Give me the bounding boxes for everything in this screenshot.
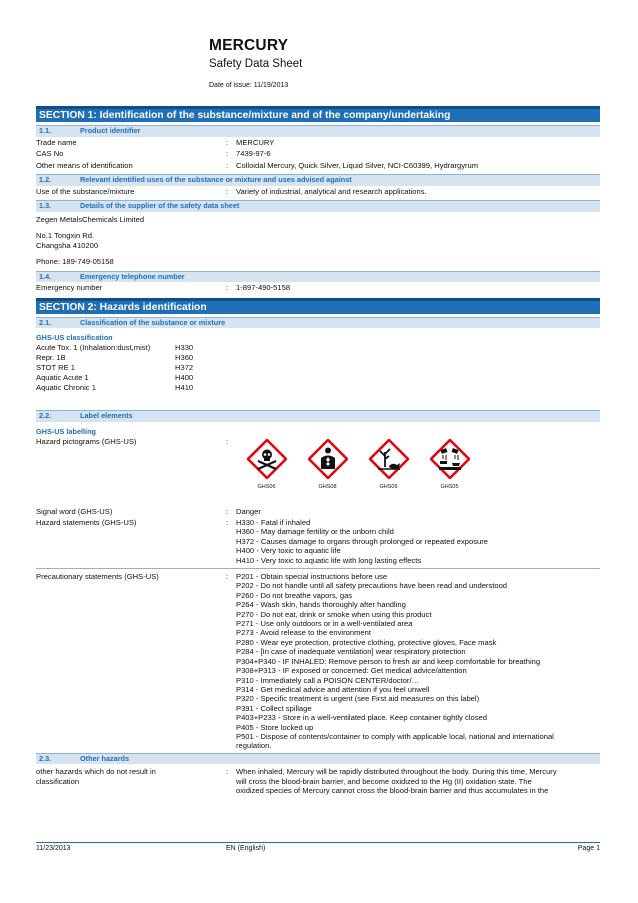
precautionary-statement: P270 - Do not eat, drink or smoke when using this product — [236, 609, 432, 619]
classification-row: STOT RE 1 H372 — [36, 363, 194, 372]
subsection-number: 1.2. — [39, 175, 52, 184]
precautionary-statement: P320 - Specific treatment is urgent (see First aid measures on this label) — [236, 694, 480, 704]
precautionary-statement: regulation. — [236, 741, 272, 751]
field-label: Hazard pictograms (GHS-US) — [36, 436, 137, 446]
field-value: MERCURY — [236, 137, 275, 147]
field-label: other hazards which do not result in classification — [36, 767, 156, 786]
classification-row: Aquatic Chronic 1 H410 — [36, 383, 194, 392]
hazard-statement: H400 - Very toxic to aquatic life — [236, 546, 341, 556]
field-label: Signal word (GHS-US) — [36, 506, 113, 516]
precautionary-statement: P403+P233 - Store in a well-ventilated place. Keep container tightly closed — [236, 713, 487, 723]
subsection-1-3 — [36, 200, 600, 212]
field-value: Danger — [236, 506, 261, 516]
field-label: Trade name — [36, 137, 77, 147]
signal-word-row: Signal word (GHS-US) : Danger — [36, 506, 600, 518]
pictograms-row: Hazard pictograms (GHS-US) : GHS06 GHS08 GHS09 GHS05 — [36, 436, 600, 506]
subsection-title: Classification of the substance or mixture — [80, 317, 226, 327]
subsection-number: 2.2. — [39, 411, 52, 420]
pictogram-code: GHS09 — [379, 483, 398, 490]
section-1-heading: SECTION 1: Identification of the substance/mixture and of the company/undertaking — [36, 106, 600, 122]
field-label: CAS No — [36, 149, 64, 158]
precautionary-statement: P273 - Avoid release to the environment — [236, 628, 371, 638]
subsection-title: Relevant identified uses of the substance or mixture and uses advised against — [80, 175, 352, 184]
supplier-details — [36, 212, 600, 271]
subsection-number: 2.3. — [39, 753, 52, 763]
other-hazards-row: other hazards which do not result in classification : When inhaled, Mercury will be rapidly distributed throughout the body. During this time, Mercury will cross the blood-brain barrier, and become oxidized to the Hg (II) oxidation state. The oxidized species of Mercury cannot cross the blood-brain barrier and thus accumulates in the — [36, 764, 600, 795]
field-label: Hazard statements (GHS-US) — [36, 518, 137, 527]
hazard-statement: H330 - Fatal if inhaled — [236, 518, 311, 527]
footer-date: 11/23/2013 — [36, 845, 71, 852]
ghs-labelling-heading: GHS-US labelling — [36, 426, 97, 436]
subsection-2-1 — [36, 317, 600, 329]
pictogram-ghs08 — [297, 439, 358, 493]
precautionary-statement: P308+P313 - IF exposed or concerned: Get medical advice/attention — [236, 666, 467, 676]
subsection-2-2 — [36, 410, 600, 422]
precautionary-statements-row: Precautionary statements (GHS-US) : P201 - Obtain special instructions before use P202 - Do not handle until all safety precautions have been read and understood P260 - Do not breathe vapors, gas P264 - Wash skin, hands thoroughly after handling P270 - Do not eat, drink or smoke when using this product P271 - Use only outdoors or in a well-ventilated area P273 - Avoid release to the environment P280 - Wear eye protection, protective clothing, protective gloves, Face mask P284 - [In case of inadequate ventilation] wear respiratory protection P304+P340 - IF INHALED: Remove person to fresh air and keep comfortable for breathing P308+P313 - IF exposed or concerned: Get medical advice/attention P310 - Immediately call a POISON CENTER/doctor/… P314 - Get medical advice and attention if you feel unwell P320 - Specific treatment is urgent (see First aid measures on this label) P391 - Collect spillage P403+P233 - Store in a well-ventilated place. Keep container tightly closed P405 - Store locked up P501 - Dispose of contents/container to comply with applicable local, national and international regulation. — [36, 569, 600, 753]
subsection-number: 1.1. — [39, 126, 52, 135]
pictogram-code: GHS05 — [440, 483, 459, 490]
hazard-statement: H410 - Very toxic to aquatic life with long lasting effects — [236, 555, 422, 565]
pictogram-ghs06 — [236, 439, 297, 493]
precautionary-statement: P391 - Collect spillage — [236, 703, 312, 713]
precautionary-statement: P280 - Wear eye protection, protective clothing, protective gloves, Face mask — [236, 637, 497, 647]
other-hazards-text: When inhaled, Mercury will be rapidly distributed throughout the body. During this time, Mercury will cross the blood-brain barrier, and become oxidized to the Hg (II) oxidation state. The oxidized species of Mercury cannot cross the blood-brain barrier and thus accumulates in the — [236, 767, 557, 796]
subsection-number: 1.4. — [39, 271, 52, 281]
field-label: Emergency number — [36, 283, 103, 292]
cas-row: CAS No : 7439-97-6 — [36, 148, 600, 160]
supplier-name: Zegen MetalsChemicals Limited — [36, 214, 145, 224]
hazard-statement: H372 - Causes damage to organs through prolonged or repeated exposure — [236, 536, 489, 546]
field-value: Variety of industrial, analytical and research applications. — [236, 186, 427, 196]
subsection-title: Emergency telephone number — [80, 271, 185, 281]
precautionary-statement: P202 - Do not handle until all safety precautions have been read and understood — [236, 581, 508, 591]
issue-date: Date of issue: 11/19/2013 — [209, 81, 289, 89]
corrosion-icon — [430, 439, 470, 479]
environment-icon — [369, 439, 409, 479]
precautionary-statement: P310 - Immediately call a POISON CENTER/doctor/… — [236, 675, 420, 685]
supplier-phone: Phone: 189-749-05158 — [36, 256, 114, 266]
classification-row: Acute Tox. 1 (Inhalation:dust,mist) H330 — [36, 343, 194, 352]
footer-language: EN (English) — [226, 845, 266, 852]
field-label: Other means of identification — [36, 160, 133, 170]
subsection-title: Label elements — [80, 411, 133, 420]
emergency-row: Emergency number : 1-897-490-5158 — [36, 282, 600, 294]
precautionary-statement: P201 - Obtain special instructions before use — [236, 572, 388, 582]
other-means-row: Other means of identification : Colloidal Mercury, Quick Silver, Liquid Silver, NCI-C60399, Hydrargyrum — [36, 160, 600, 172]
precautionary-statement: P264 - Wash skin, hands thoroughly after handling — [236, 600, 406, 610]
subsection-1-1 — [36, 125, 600, 137]
subsection-number: 2.1. — [39, 317, 52, 327]
field-value: 7439-97-6 — [236, 149, 271, 158]
section-2-heading: SECTION 2: Hazards identification — [36, 298, 600, 314]
hazard-statement: H360 - May damage fertility or the unborn child — [236, 527, 394, 537]
classification-row: Aquatic Acute 1 H400 — [36, 373, 194, 382]
document-subtitle: Safety Data Sheet — [209, 57, 303, 70]
subsection-1-2 — [36, 174, 600, 186]
precautionary-statement-list — [236, 572, 600, 751]
use-row: Use of the substance/mixture : Variety of industrial, analytical and research applications. — [36, 186, 600, 198]
field-label: Precautionary statements (GHS-US) — [36, 572, 159, 582]
trade-name-row: Trade name : MERCURY — [36, 137, 600, 149]
field-value: 1-897-490-5158 — [236, 283, 291, 292]
subsection-1-4 — [36, 271, 600, 283]
pictogram-list — [236, 439, 600, 493]
subsection-title: Details of the supplier of the safety data sheet — [80, 201, 240, 210]
pictogram-ghs09 — [358, 439, 419, 493]
page-footer — [36, 842, 600, 853]
hazard-statements-row: Hazard statements (GHS-US) : H330 - Fatal if inhaled H360 - May damage fertility or the unborn child H372 - Causes damage to organs through prolonged or repeated exposure H400 - Very toxic to aquatic life H410 - Very toxic to aquatic life with long lasting effects — [36, 517, 600, 569]
precautionary-statement: P304+P340 - IF INHALED: Remove person to fresh air and keep comfortable for breathing — [236, 656, 541, 666]
hazard-statement-list — [236, 518, 600, 565]
field-label: Use of the substance/mixture — [36, 186, 135, 196]
health-hazard-icon — [308, 439, 348, 479]
precautionary-statement: P271 - Use only outdoors or in a well-ventilated area — [236, 619, 413, 629]
precautionary-statement: P405 - Store locked up — [236, 722, 314, 732]
pictogram-ghs05 — [419, 439, 480, 493]
supplier-address-line1: No.1 Tongxin Rd. — [36, 230, 95, 240]
document-header — [209, 37, 302, 90]
document-body — [36, 106, 600, 795]
subsection-title: Other hazards — [80, 753, 130, 763]
precautionary-statement: P314 - Get medical advice and attention if you feel unwell — [236, 684, 430, 694]
pictogram-code: GHS08 — [318, 483, 337, 490]
field-value: Colloidal Mercury, Quick Silver, Liquid Silver, NCI-C60399, Hydrargyrum — [236, 160, 479, 170]
subsection-2-3 — [36, 753, 600, 765]
pictogram-code: GHS06 — [257, 483, 276, 490]
document-title: MERCURY — [209, 37, 289, 54]
skull-crossbones-icon — [247, 439, 287, 479]
footer-page-number: Page 1 — [577, 845, 600, 852]
precautionary-statement: P260 - Do not breathe vapors, gas — [236, 590, 353, 600]
precautionary-statement: P501 - Dispose of contents/container to comply with applicable local, national and international — [236, 731, 554, 741]
subsection-title: Product identifier — [80, 126, 141, 135]
subsection-number: 1.3. — [39, 201, 52, 210]
precautionary-statement: P284 - [In case of inadequate ventilation] wear respiratory protection — [236, 647, 466, 657]
supplier-address-line2: Changsha 410200 — [36, 240, 99, 250]
ghs-classification-heading: GHS-US classification — [36, 333, 113, 342]
classification-row: Repr. 1B H360 — [36, 353, 194, 362]
classification-table — [36, 342, 600, 393]
